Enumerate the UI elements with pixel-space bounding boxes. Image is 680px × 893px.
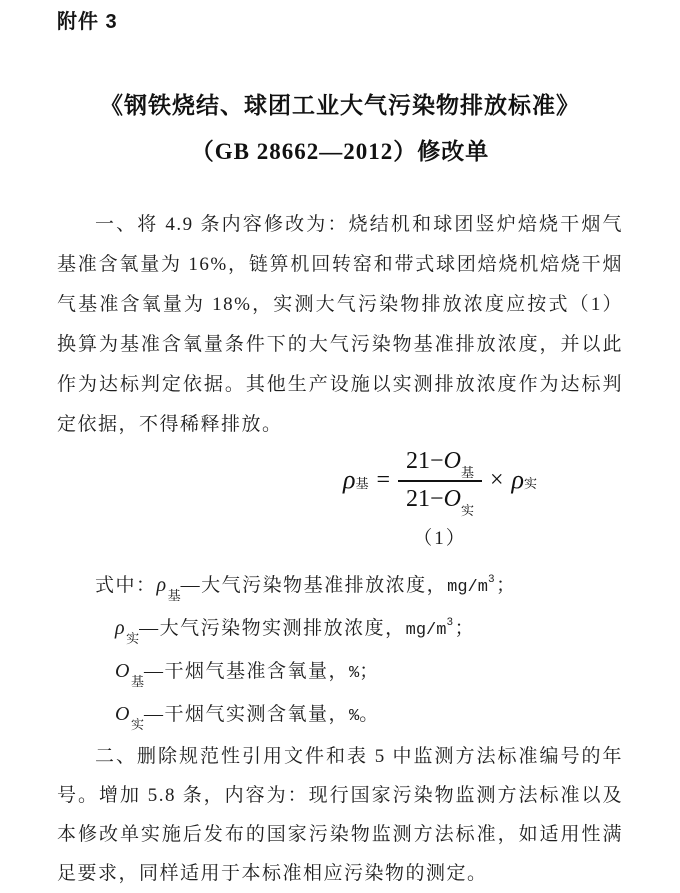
definition-dash: — (143, 661, 165, 682)
definition-tail: 。 (359, 704, 380, 725)
definition-dash: — (180, 575, 202, 596)
denominator-subscript: 实 (460, 503, 474, 519)
definition-subscript: 基 (167, 587, 181, 603)
definition-dash: — (143, 704, 165, 725)
title-line-2: （GB 28662—2012）修改单 (190, 139, 490, 164)
definition-o-base (115, 651, 623, 694)
fraction-numerator (398, 448, 482, 482)
definition-tail: ； (496, 575, 517, 596)
definition-unit: % (348, 707, 360, 726)
document-title (57, 83, 623, 175)
definition-superscript: 3 (446, 616, 455, 629)
formula-fraction (398, 447, 482, 519)
paragraph-clause-2: 二、删除规范性引用文件和表 5 中监测方法标准编号的年号。增加 5.8 条，内容为：现行国家污染物监测方法标准以及本修改单实施后发布的国家污染物监测方法标准，如适用性满足要求，同样适用于本标准相应污染物的测定。 (57, 746, 623, 884)
definition-subscript: 基 (130, 673, 144, 689)
definition-rho-measured (115, 608, 623, 651)
formula-number: （1） (413, 528, 467, 549)
definition-unit: mg/m (447, 578, 488, 597)
oxygen-correction-formula: ρ $_基$ = $\frac{21-O_基}{21-O_实}$ × ρ $_实$ (343, 447, 537, 519)
definition-text: 干烟气实测含氧量， (164, 704, 349, 725)
denominator-symbol: O (443, 485, 461, 512)
definition-text: 干烟气基准含氧量， (164, 661, 349, 682)
numerator-prefix: 21− (406, 447, 444, 474)
definition-symbol: O (115, 660, 131, 682)
definition-o-measured (115, 694, 623, 737)
paragraph-clause-1: 一、将 4.9 条内容修改为：烧结机和球团竖炉焙烧干烟气基准含氧量为 16%，链箅机回转窑和带式球团焙烧机焙烧干烟气基准含氧量为 18%，实测大气污染物排放浓度应按式（1）换算为基准含氧量条件下的大气污染物基准排放浓度，并以此作为达标判定依据。其他生产设施以实测排放浓度作为达标判定依据，不得稀释排放。 (57, 214, 623, 435)
definition-text: 大气污染物基准排放浓度， (201, 575, 448, 596)
title-line-1: 《钢铁烧结、球团工业大气污染物排放标准》 (100, 93, 580, 118)
definition-subscript: 实 (130, 716, 144, 732)
definition-symbol: ρ (115, 617, 127, 639)
definition-rho-base (95, 565, 623, 608)
numerator-subscript: 基 (460, 465, 474, 481)
denominator-prefix: 21− (406, 485, 444, 512)
symbol-definitions (57, 565, 623, 737)
formula-block (157, 445, 680, 519)
formula-rhs-symbol: ρ (511, 465, 524, 494)
numerator-symbol: O (443, 447, 461, 474)
definition-tail: ； (359, 661, 380, 682)
definition-unit: % (348, 664, 360, 683)
annex-label: 附件 3 (57, 11, 118, 33)
definition-symbol: O (115, 703, 131, 725)
definition-dash: — (139, 618, 160, 639)
equals-sign: = (376, 466, 391, 493)
definition-superscript: 3 (487, 573, 497, 586)
definition-subscript: 实 (126, 630, 140, 646)
definition-tail: ； (454, 618, 476, 639)
definition-text: 大气污染物实测排放浓度， (159, 618, 406, 639)
fraction-denominator (398, 482, 482, 519)
definitions-intro: 式中： (95, 575, 157, 596)
formula-lhs-symbol: ρ (343, 465, 356, 494)
definition-unit: mg/m (405, 621, 447, 640)
multiply-sign: × (489, 466, 504, 493)
definition-symbol: ρ (156, 574, 168, 596)
